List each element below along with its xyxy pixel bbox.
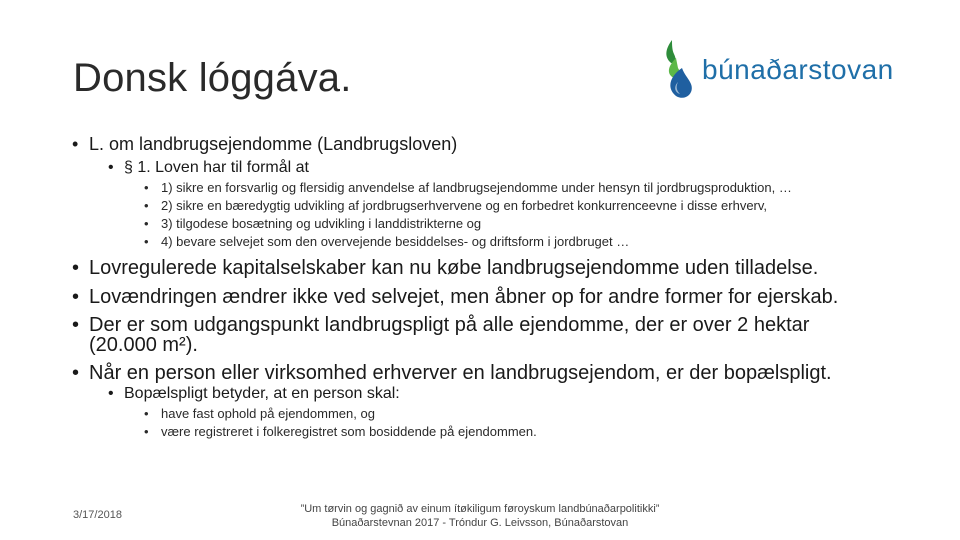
bullet-text: Lovregulerede kapitalselskaber kan nu købe landbrugsejendomme uden tilladelse. <box>89 257 819 279</box>
bullet-landbrugspligt-cont: (20.000 m²). <box>89 334 198 356</box>
bullet-dot: • <box>108 159 114 176</box>
bullet-text: § 1. Loven har til formål at <box>124 159 309 176</box>
bullet-dot: • <box>72 286 80 308</box>
bullet-dot: • <box>144 198 149 213</box>
list-item-text: 1) sikre en forsvarlig og flersidig anvendelse af landbrugsejendomme under hensyn til jordbrugsproduktion, … <box>161 180 792 195</box>
footer-caption <box>280 502 680 530</box>
bullet-text: Bopælspligt betyder, at en person skal: <box>124 385 400 402</box>
footer-line-2: Búnaðarstevnan 2017 - Tróndur G. Leivsson, Búnaðarstovan <box>331 517 629 529</box>
bullet-dot: • <box>144 424 149 439</box>
bullet-text: Når en person eller virksomhed erhverver en landbrugsejendom, er der bopælspligt. <box>89 362 832 384</box>
logo-text: búnaðarstovan <box>702 54 894 85</box>
bullet-dot: • <box>144 234 149 249</box>
footer-line-1: ”Um tørvin og gagnið av einum ítøkiligum føroyskum landbúnaðarpolitikki” <box>300 503 660 515</box>
bullet-text: Der er som udgangspunkt landbrugspligt på alle ejendomme, der er over 2 hektar <box>89 314 810 336</box>
bullet-dot: • <box>144 216 149 231</box>
list-item-text: have fast ophold på ejendommen, og <box>161 406 375 421</box>
bullet-text: Lovændringen ændrer ikke ved selvejet, men åbner op for andre former for ejerskab. <box>89 286 839 308</box>
slide-title: Donsk lóggáva. <box>73 56 352 100</box>
bullet-dot: • <box>144 406 149 421</box>
list-item-text: 4) bevare selvejet som den overvejende besiddelses- og driftsform i jordbruget … <box>161 234 630 249</box>
bullet-dot: • <box>144 180 149 195</box>
footer-date: 3/17/2018 <box>73 509 122 521</box>
list-item-text: være registreret i folkeregistret som bosiddende på ejendommen. <box>161 424 537 439</box>
list-item-text: 3) tilgodese bosætning og udvikling i landdistrikterne og <box>161 216 482 231</box>
list-item-text: 2) sikre en bæredygtig udvikling af jordbrugserhvervene og en forbedret konkurrenceevne i disse erhverv, <box>161 198 768 213</box>
bullet-dot: • <box>72 314 80 336</box>
bullet-dot: • <box>72 362 80 384</box>
bullet-dot: • <box>72 257 80 279</box>
bullet-text: L. om landbrugsejendomme (Landbrugsloven) <box>89 134 458 154</box>
bullet-dot: • <box>108 385 114 402</box>
bullet-dot: • <box>72 134 79 154</box>
